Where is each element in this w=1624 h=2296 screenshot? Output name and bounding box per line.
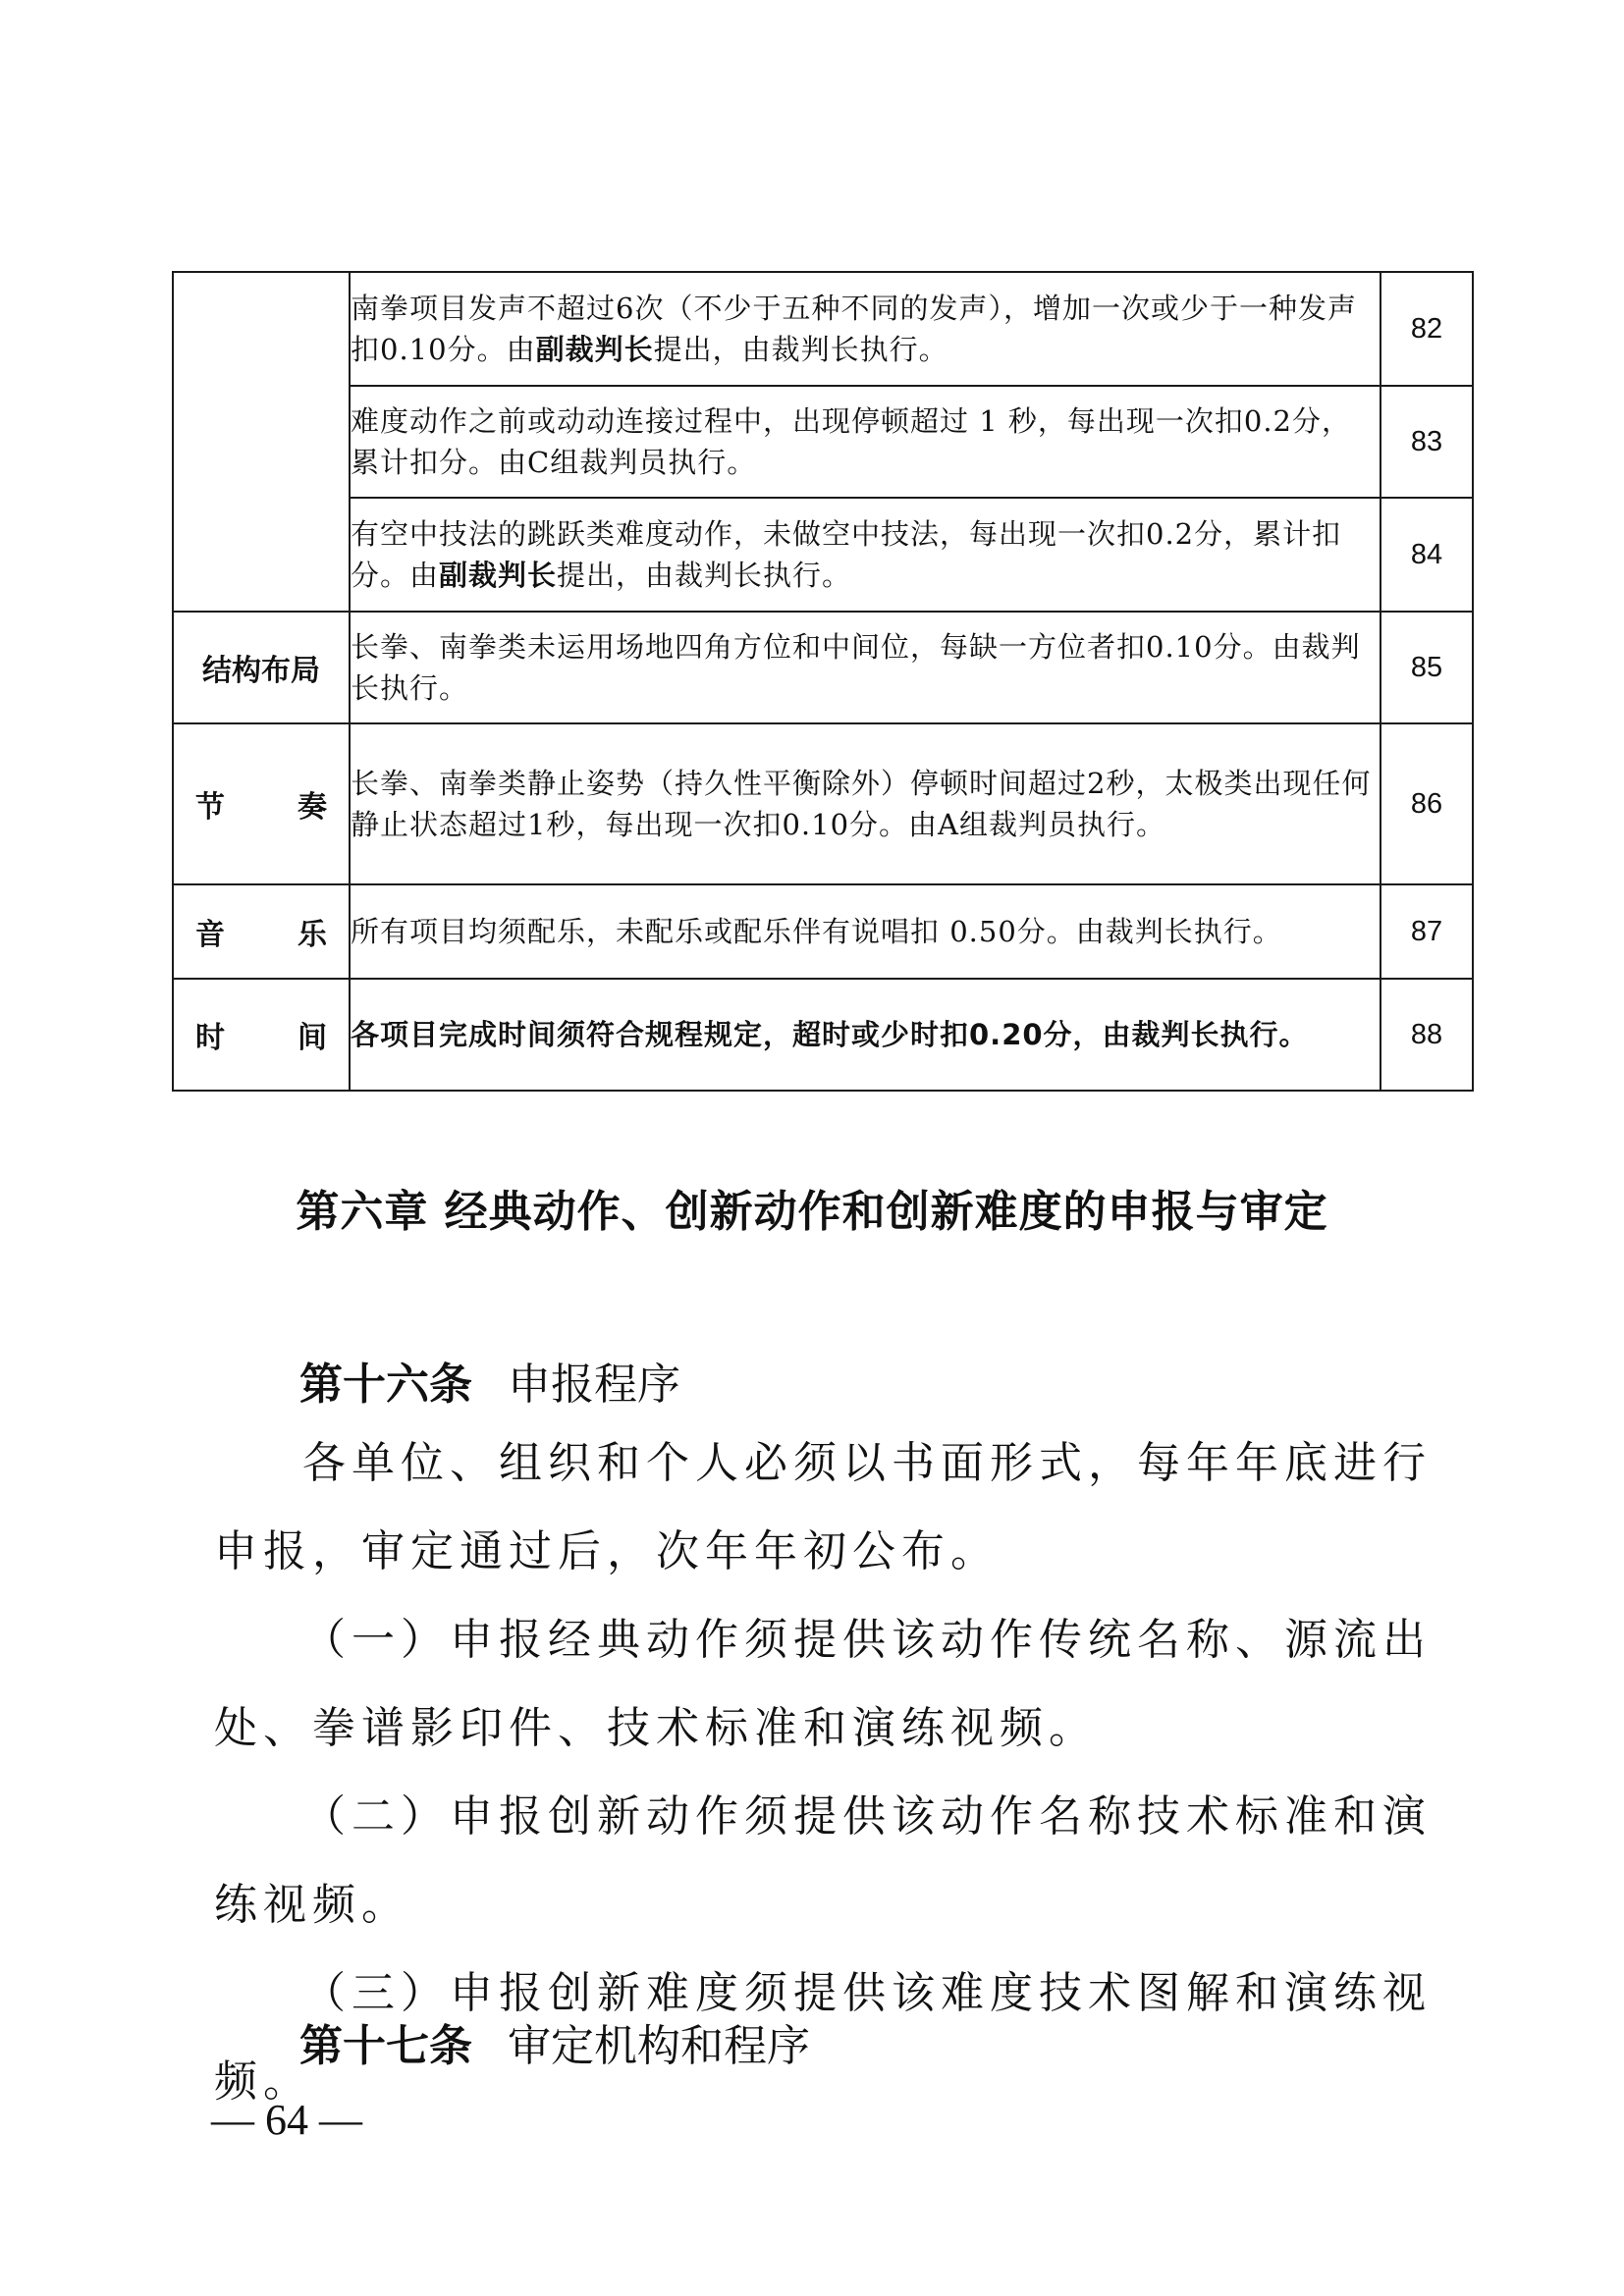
table-row [173,498,1473,612]
category-cell-empty [173,272,350,612]
table-row [173,386,1473,498]
item-number: 84 [1380,498,1473,612]
deduction-description: 南拳项目发声不超过6次（不少于五种不同的发声），增加一次或少于一种发声扣0.10分。由副裁判长提出，由裁判长执行。 [350,272,1380,386]
item-number: 86 [1380,723,1473,884]
item-number: 85 [1380,612,1473,723]
item-number: 88 [1380,979,1473,1091]
paragraph: 各单位、组织和个人必须以书面形式，每年年底进行申报，审定通过后，次年年初公布。 [214,1438,1432,1576]
article-17-heading [299,2010,810,2073]
deduction-description: 长拳、南拳类未运用场地四角方位和中间位，每缺一方位者扣0.10分。由裁判长执行。 [350,612,1380,723]
table-row [173,723,1473,884]
deduction-description: 所有项目均须配乐，未配乐或配乐伴有说唱扣 0.50分。由裁判长执行。 [350,884,1380,979]
article-number: 第十六条 [299,1360,472,1410]
article-number: 第十七条 [299,2021,472,2071]
chapter-title: 第六章 经典动作、创新动作和创新难度的申报与审定 [296,1187,1328,1237]
paragraph: （三）申报创新难度须提供该难度技术图解和演练视频。 [214,1968,1432,2107]
article-title: 申报程序 [508,1360,680,1410]
category-cell: 结构布局 [173,612,350,723]
table-row [173,612,1473,723]
table-row [173,979,1473,1091]
item-number: 83 [1380,386,1473,498]
paragraph: （一）申报经典动作须提供该动作传统名称、源流出处、拳谱影印件、技术标准和演练视频。 [214,1615,1432,1753]
table-row [173,884,1473,979]
article-title: 审定机构和程序 [508,2021,810,2071]
category-cell: 音 乐 [173,884,350,979]
article-16-heading [299,1349,680,1412]
deduction-description: 有空中技法的跳跃类难度动作，未做空中技法，每出现一次扣0.2分，累计扣分。由副裁判长提出，由裁判长执行。 [350,498,1380,612]
table-row [173,272,1473,386]
deduction-table [172,271,1474,1092]
category-cell: 节 奏 [173,723,350,884]
page-number: — 64 — [211,2096,362,2144]
item-number: 87 [1380,884,1473,979]
category-cell: 时 间 [173,979,350,1091]
deduction-description: 各项目完成时间须符合规程规定，超时或少时扣0.20分，由裁判长执行。 [350,979,1380,1091]
item-number: 82 [1380,272,1473,386]
deduction-description: 难度动作之前或动动连接过程中，出现停顿超过 1 秒，每出现一次扣0.2分，累计扣分。由C组裁判员执行。 [350,386,1380,498]
deduction-description: 长拳、南拳类静止姿势（持久性平衡除外）停顿时间超过2秒，太极类出现任何静止状态超过1秒，每出现一次扣0.10分。由A组裁判员执行。 [350,723,1380,884]
paragraph: （二）申报创新动作须提供该动作名称技术标准和演练视频。 [214,1791,1432,1930]
